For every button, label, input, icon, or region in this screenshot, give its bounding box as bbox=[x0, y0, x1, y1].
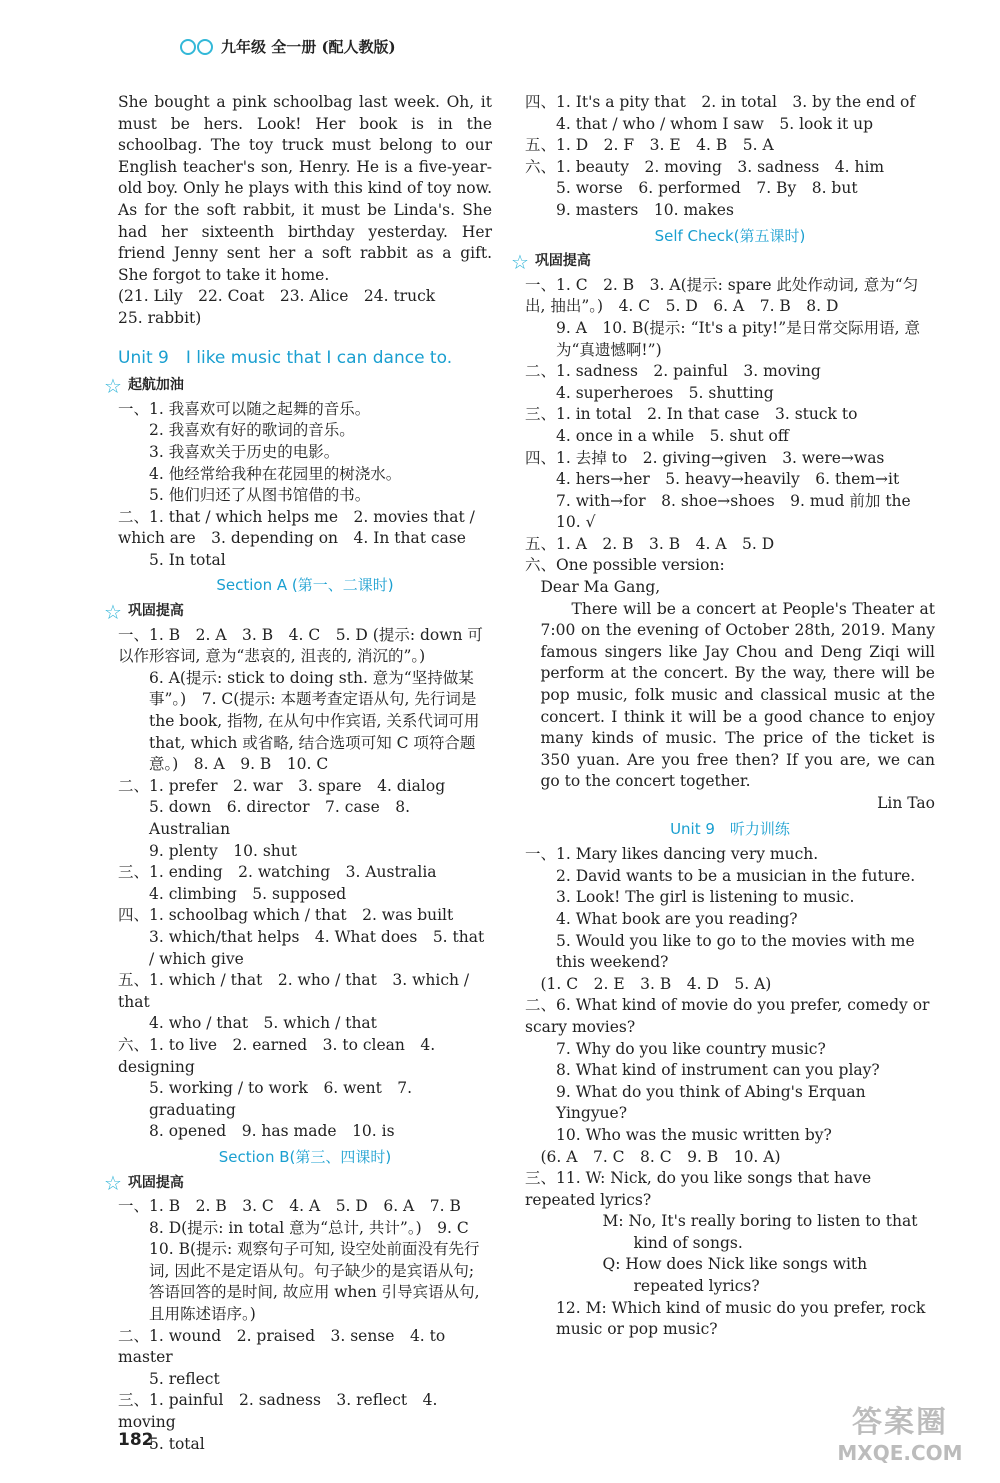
section-a-title: Section A (第一、二课时) bbox=[216, 576, 394, 595]
book-logo-icon bbox=[180, 39, 213, 55]
answer-line: 3. 我喜欢关于历史的电影。 bbox=[149, 442, 340, 461]
unit-title: Unit 9 I like music that I can dance to. bbox=[118, 347, 453, 368]
left-column bbox=[104, 92, 492, 1455]
section-heading bbox=[104, 1173, 492, 1195]
answer-line: 五、1. D 2. F 3. E 4. B 5. A bbox=[525, 136, 774, 155]
answer-line: 5. Would you like to go to the movies with me this weekend? bbox=[556, 931, 915, 972]
story-text: She bought a pink schoolbag last week. Oh, it must be hers. Look! Her book is in the schoolbag. The toy truck must belong to our English teacher's son, Henry. He is a five-year-old boy. Only he plays with this kind of toy now. As for the soft rabbit, it must be Linda's. She had her sixteenth birthday yesterday. Her friend Jenny sent her a soft rabbit as a gift. She forgot to take it home. bbox=[118, 93, 492, 284]
heading-label: 起航加油 bbox=[127, 377, 184, 394]
answer-line: 10. B(提示: 观察句子可知, 设空处前面没有先行词, 因此不是定语从句。句子缺少的是宾语从句; 答语回答的是时间, 故应用 when 引导宾语从句, 且用陈述语序。) bbox=[149, 1240, 480, 1324]
answer-line: 六、1. to live 2. earned 3. to clean 4. designing bbox=[118, 1035, 436, 1076]
answer-line: 三、1. painful 2. sadness 3. reflect 4. moving bbox=[118, 1391, 438, 1432]
heading-label: 巩固提高 bbox=[534, 253, 591, 270]
star-icon: ☆ bbox=[104, 373, 122, 398]
watermark-logo bbox=[830, 1397, 970, 1465]
letter-greeting: Dear Ma Gang, bbox=[540, 578, 661, 597]
answer-line: 六、1. beauty 2. moving 3. sadness 4. him bbox=[525, 157, 885, 176]
answer-line: 二、6. What kind of movie do you prefer, comedy or scary movies? bbox=[525, 996, 930, 1036]
story-answers-1: (21. Lily 22. Coat 23. Alice 24. truck bbox=[118, 287, 436, 306]
listening-title: Unit 9 听力训练 bbox=[670, 819, 790, 838]
star-icon: ☆ bbox=[104, 599, 122, 624]
answer-line: 12. M: Which kind of music do you prefer, rock music or pop music? bbox=[556, 1298, 926, 1339]
answer-line: 2. 我喜欢有好的歌词的音乐。 bbox=[149, 421, 355, 440]
answer-line: Q: How does Nick like songs with repeated lyrics? bbox=[602, 1255, 868, 1296]
answer-line: 5. working / to work 6. went 7. graduating bbox=[149, 1079, 413, 1119]
heading-label: 巩固提高 bbox=[127, 603, 184, 620]
answer-line: 五、1. A 2. B 3. B 4. A 5. D bbox=[525, 534, 775, 553]
answer-line: 5. In total bbox=[149, 550, 226, 569]
answer-line: 二、1. sadness 2. painful 3. moving bbox=[525, 362, 821, 381]
answer-line: 3. Look! The girl is listening to music. bbox=[556, 888, 855, 907]
right-column bbox=[511, 92, 935, 1341]
answer-line: 三、11. W: Nick, do you like songs that have repeated lyrics? bbox=[525, 1169, 872, 1209]
section-b-title: Section B(第三、四课时) bbox=[218, 1147, 392, 1166]
section-heading bbox=[511, 251, 935, 273]
answer-line: 5. total bbox=[149, 1434, 205, 1453]
answer-line: 4. that / who / whom I saw 5. look it up bbox=[556, 114, 874, 133]
answer-line: 10. Who was the music written by? bbox=[556, 1125, 832, 1144]
answer-line: 4. hers→her 5. heavy→heavily 6. them→it bbox=[556, 470, 900, 489]
page-header bbox=[180, 36, 396, 57]
heading-label: 巩固提高 bbox=[127, 1174, 184, 1191]
answer-line: 4. What book are you reading? bbox=[556, 909, 798, 928]
answer-line: M: No, It's really boring to listen to that kind of songs. bbox=[602, 1212, 918, 1252]
section-heading bbox=[104, 601, 492, 623]
answer-line: 四、1. It's a pity that 2. in total 3. by the end of bbox=[525, 93, 916, 111]
answer-line: (1. C 2. E 3. B 4. D 5. A) bbox=[540, 974, 772, 993]
story-answers-2: 25. rabbit) bbox=[118, 308, 202, 327]
star-icon: ☆ bbox=[104, 1171, 122, 1196]
answer-line: 6. A(提示: stick to doing sth. 意为“坚持做某事”。) 7. C(提示: 本题考查定语从句, 先行词是 the book, 指物, 在从句中作宾语, 关系代词可用 that, which 或省略, 结合选项可知 C 项符合题意。) 8. A 9. B 10. C bbox=[149, 668, 480, 774]
answer-line: 一、1. C 2. B 3. A(提示: spare 此处作动词, 意为“匀出, 抽出”。) 4. C 5. D 6. A 7. B 8. D bbox=[525, 275, 919, 316]
answer-line: 9. A 10. B(提示: “It's a pity!”是日常交际用语, 意为“真遗憾啊!”) bbox=[556, 318, 921, 359]
answer-line: 5. down 6. director 7. case 8. Australian bbox=[149, 798, 411, 838]
answer-line: 8. What kind of instrument can you play? bbox=[556, 1061, 880, 1080]
answer-line: 7. Why do you like country music? bbox=[556, 1039, 826, 1058]
letter-signature: Lin Tao bbox=[877, 794, 935, 812]
answer-line: 4. who / that 5. which / that bbox=[149, 1014, 377, 1033]
answer-line: 4. superheroes 5. shutting bbox=[556, 383, 774, 402]
answer-line: 二、1. wound 2. praised 3. sense 4. to master bbox=[118, 1326, 446, 1367]
section-heading bbox=[104, 375, 492, 397]
answer-line: 二、1. that / which helps me 2. movies that / which are 3. depending on 4. In that case bbox=[118, 507, 475, 548]
answer-line: 三、1. ending 2. watching 3. Australia bbox=[118, 863, 437, 882]
header-title: 九年级 全一册 (配人教版) bbox=[221, 38, 396, 56]
self-check-title: Self Check(第五课时) bbox=[654, 226, 806, 245]
answer-line: 四、1. schoolbag which / that 2. was built bbox=[118, 906, 454, 925]
letter-body: There will be a concert at People's Theater at 7:00 on the evening of October 28th, 2019. Many famous singers like Jay Chou and Deng Ziqi will perform at the concert. By the way, there will be pop music, folk music and classical music at the concert. I think it will be a good chance to enjoy many kinds of music. The price of the ticket is 350 yuan. Are you free then? If you are, we can go to the concert together. bbox=[540, 599, 935, 791]
watermark-top: 答案圈 bbox=[852, 1405, 948, 1440]
answer-line: 4. once in a while 5. shut off bbox=[556, 426, 789, 445]
answer-line: 一、1. Mary likes dancing very much. bbox=[525, 845, 819, 864]
answer-line: 一、1. 我喜欢可以随之起舞的音乐。 bbox=[118, 399, 371, 418]
answer-line: 9. plenty 10. shut bbox=[149, 841, 297, 860]
answer-line: 10. √ bbox=[556, 513, 596, 532]
answer-line: 六、One possible version: bbox=[525, 556, 725, 575]
answer-line: 7. with→for 8. shoe→shoes 9. mud 前加 the bbox=[556, 491, 911, 510]
watermark-bottom: MXQE.COM bbox=[837, 1441, 963, 1465]
answer-line: 一、1. B 2. B 3. C 4. A 5. D 6. A 7. B bbox=[118, 1197, 461, 1216]
answer-line: 5. 他们归还了从图书馆借的书。 bbox=[149, 486, 371, 505]
answer-line: 8. D(提示: in total 意为“总计, 共计”。) 9. C bbox=[149, 1218, 469, 1237]
answer-line: 4. climbing 5. supposed bbox=[149, 884, 347, 903]
answer-line: 四、1. 去掉 to 2. giving→given 3. were→was bbox=[525, 448, 885, 467]
answer-line: 2. David wants to be a musician in the future. bbox=[556, 866, 916, 885]
star-icon: ☆ bbox=[511, 249, 529, 274]
page-number: 182 bbox=[118, 1430, 154, 1450]
answer-line: 五、1. which / that 2. who / that 3. which / that bbox=[118, 971, 470, 1011]
answer-line: 3. which/that helps 4. What does 5. that / which give bbox=[149, 927, 485, 968]
answer-line: 9. What do you think of Abing's Erquan Yingyue? bbox=[556, 1082, 866, 1123]
answer-line: 5. reflect bbox=[149, 1369, 220, 1388]
answer-line: 5. worse 6. performed 7. By 8. but bbox=[556, 179, 858, 198]
answer-line: 一、1. B 2. A 3. B 4. C 5. D (提示: down 可以作形容词, 意为“悲哀的, 沮丧的, 消沉的”。) bbox=[118, 625, 483, 666]
answer-line: 9. masters 10. makes bbox=[556, 200, 734, 219]
answer-line: 三、1. in total 2. In that case 3. stuck to bbox=[525, 405, 858, 424]
answer-line: (6. A 7. C 8. C 9. B 10. A) bbox=[540, 1147, 781, 1166]
answer-line: 8. opened 9. has made 10. is bbox=[149, 1122, 395, 1141]
answer-line: 4. 他经常给我种在花园里的树浇水。 bbox=[149, 464, 402, 483]
answer-line: 二、1. prefer 2. war 3. spare 4. dialog bbox=[118, 776, 446, 795]
